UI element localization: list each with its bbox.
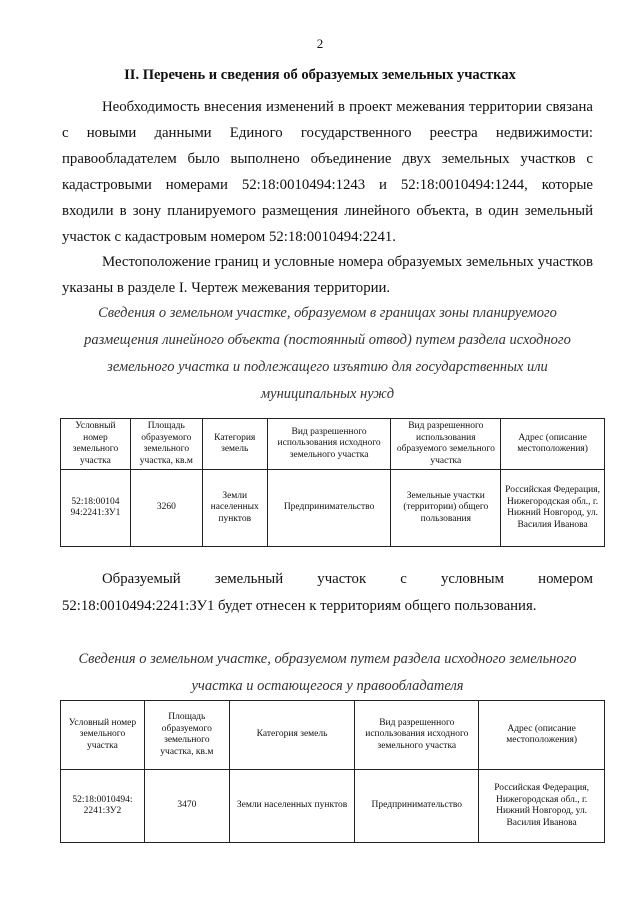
paragraph-boundaries-location: Местоположение границ и условные номера образуемых земельных участков указаны в разделе I. Чертеж межевания территории. xyxy=(62,254,593,296)
header-cell: Площадь образуемого земельного участка, кв.м xyxy=(130,419,202,470)
table-row xyxy=(61,770,605,843)
header-cell: Адрес (описание местоположения) xyxy=(479,701,605,770)
header-cell: Вид разрешенного использования образуемого земельного участка xyxy=(391,419,501,470)
table2-caption: Сведения о земельном участке, образуемом путем раздела исходного земельного участка и остающегося у правообладателя xyxy=(78,651,577,694)
paragraph-public-use: Образуемый земельный участок с условным номером 52:18:0010494:2241:ЗУ1 будет отнесен к территориям общего пользования. xyxy=(62,571,593,614)
cell-area: 3260 xyxy=(130,470,202,547)
table-row xyxy=(61,470,605,547)
header-cell: Вид разрешенного использования исходного земельного участка xyxy=(355,701,479,770)
cell-address: Российская Федерация, Нижегородская обл., г. Нижний Новгород, ул. Василия Иванова xyxy=(501,470,605,547)
table-header-row xyxy=(61,419,605,470)
cell-address: Российская Федерация, Нижегородская обл., г. Нижний Новгород, ул. Василия Иванова xyxy=(479,770,605,843)
section-heading: II. Перечень и сведения об образуемых земельных участках xyxy=(124,67,516,83)
paragraph-changes-reason: Необходимость внесения изменений в проект межевания территории связана с новыми данными Единого государственного реестра недвижимости: правообладателем было выполнено объединение двух земельных участков с кадастровыми номерами 52:18:0010494:1243 и 52:18:0010494:1244, которые входили в зону планируемого размещения линейного объекта, в один земельный участок с кадастровым номером 52:18:0010494:2241. xyxy=(62,99,593,245)
header-cell: Категория земель xyxy=(229,701,355,770)
cell-parcel-number: 52:18:0010494: 2241:ЗУ2 xyxy=(61,770,145,843)
header-cell: Категория земель xyxy=(202,419,267,470)
table-zu2-info xyxy=(60,700,605,843)
cell-new-use: Земельные участки (территории) общего пользования xyxy=(391,470,501,547)
cell-source-use: Предпринимательство xyxy=(267,470,391,547)
page-number: 2 xyxy=(316,36,324,51)
cell-parcel-number: 52:18:00104 94:2241:ЗУ1 xyxy=(61,470,131,547)
cell-area: 3470 xyxy=(144,770,229,843)
header-cell: Вид разрешенного использования исходного земельного участка xyxy=(267,419,391,470)
header-cell: Условный номер земельного участка xyxy=(61,701,145,770)
table-header-row xyxy=(61,701,605,770)
table1-caption: Сведения о земельном участке, образуемом в границах зоны планируемого размещения линейного объекта (постоянный отвод) путем раздела исходного земельного участка и подлежащего изъятию для государственных или муниципальных нужд xyxy=(84,305,571,402)
cell-source-use: Предпринимательство xyxy=(355,770,479,843)
header-cell: Площадь образуемого земельного участка, кв.м xyxy=(144,701,229,770)
cell-land-category: Земли населенных пунктов xyxy=(229,770,355,843)
header-cell: Условный номер земельного участка xyxy=(61,419,131,470)
header-cell: Адрес (описание местоположения) xyxy=(501,419,605,470)
cell-land-category: Земли населенных пунктов xyxy=(202,470,267,547)
table-zu1-info xyxy=(60,418,605,547)
